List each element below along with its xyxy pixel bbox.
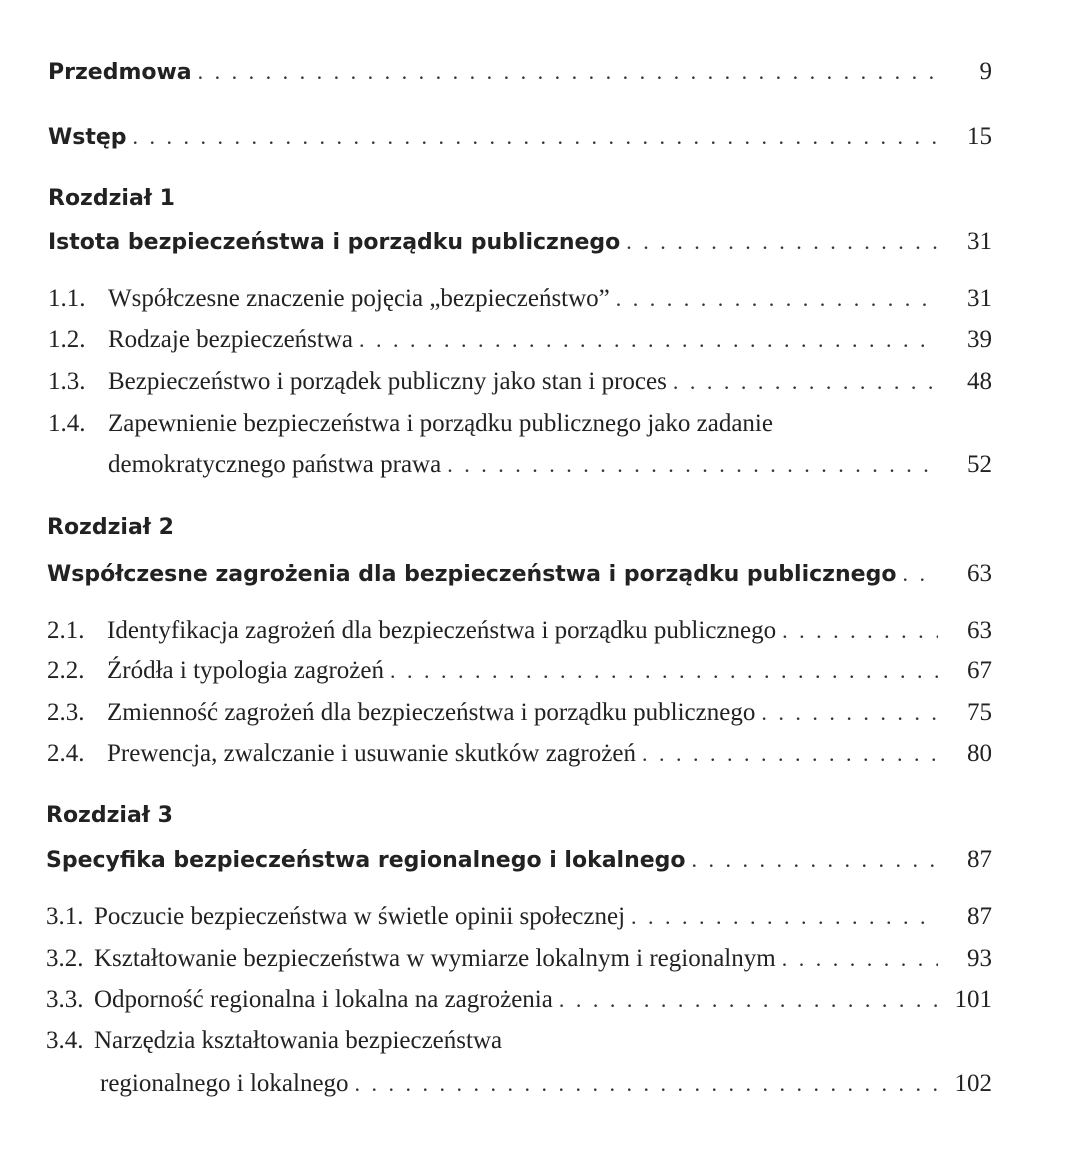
dot-leader	[447, 452, 938, 478]
toc-page-number: 52	[967, 451, 992, 478]
chapter-label	[48, 186, 175, 211]
chapter-label-text: Rozdział 1	[48, 186, 175, 211]
toc-page-number: 101	[954, 986, 992, 1013]
toc-page-number: 39	[967, 326, 992, 353]
section-number: 3.2.	[46, 945, 84, 972]
section-number: 1.3.	[48, 368, 86, 395]
section-entry	[46, 945, 992, 973]
section-number: 2.1.	[47, 617, 85, 644]
dot-leader	[616, 286, 938, 312]
toc-page-number: 87	[967, 846, 992, 873]
section-title-continuation: regionalnego i lokalnego	[100, 1070, 349, 1097]
section-entry	[46, 986, 992, 1014]
toc-page-number: 67	[967, 657, 992, 684]
toc-page-number: 31	[967, 285, 992, 312]
section-title: Poczucie bezpieczeństwa w świetle opinii społecznej	[94, 903, 626, 930]
chapter-label	[46, 803, 173, 828]
toc-entry-wstep	[48, 123, 992, 151]
section-entry	[47, 657, 992, 685]
toc-entry-przedmowa	[48, 58, 992, 86]
section-number: 1.1.	[48, 285, 86, 312]
toc-page-number: 63	[967, 617, 992, 644]
chapter-title-entry	[47, 560, 992, 588]
dot-leader	[359, 327, 938, 353]
section-entry	[48, 368, 992, 396]
section-title: Identyfikacja zagrożeń dla bezpieczeństwa i porządku publicznego	[107, 617, 777, 644]
chapter-title: Istota bezpieczeństwa i porządku publicznego	[48, 230, 621, 255]
toc-page-number: 93	[967, 945, 992, 972]
section-number: 3.1.	[46, 903, 84, 930]
section-number: 2.4.	[47, 740, 85, 767]
toc-page-number: 9	[979, 58, 992, 85]
dot-leader	[626, 229, 938, 255]
toc-page-number: 80	[967, 740, 992, 767]
toc-page-number: 63	[967, 560, 992, 587]
section-title: Bezpieczeństwo i porządek publiczny jako stan i proces	[108, 368, 667, 395]
section-entry-continuation	[100, 1070, 992, 1098]
section-title: Współczesne znaczenie pojęcia „bezpieczeństwo”	[108, 285, 610, 312]
section-title: Narzędzia kształtowania bezpieczeństwa	[94, 1027, 503, 1054]
section-number: 2.3.	[47, 699, 85, 726]
chapter-label-text: Rozdział 3	[46, 803, 173, 828]
dot-leader	[782, 946, 938, 972]
toc-page-number: 102	[954, 1070, 992, 1097]
section-title: Źródła i typologia zagrożeń	[107, 657, 384, 684]
section-number: 3.3.	[46, 986, 84, 1013]
dot-leader	[642, 741, 938, 767]
dot-leader	[782, 618, 938, 644]
section-title-continuation: demokratycznego państwa prawa	[108, 451, 442, 478]
section-entry	[47, 699, 992, 727]
dot-leader	[355, 1071, 938, 1097]
section-title: Kształtowanie bezpieczeństwa w wymiarze lokalnym i regionalnym	[94, 945, 776, 972]
section-entry	[48, 326, 992, 354]
toc-page-number: 87	[967, 903, 992, 930]
section-entry-continuation	[108, 451, 992, 479]
dot-leader	[673, 369, 938, 395]
section-number: 2.2.	[47, 657, 85, 684]
dot-leader	[902, 561, 938, 587]
toc-entry-title: Wstęp	[48, 125, 127, 150]
chapter-title: Współczesne zagrożenia dla bezpieczeństwa i porządku publicznego	[47, 562, 897, 587]
section-number: 3.4.	[46, 1027, 84, 1054]
dot-leader	[559, 987, 938, 1013]
chapter-title-entry	[46, 846, 992, 874]
section-entry	[48, 410, 992, 438]
section-entry	[47, 740, 992, 768]
dot-leader	[631, 904, 938, 930]
section-entry	[46, 1027, 992, 1055]
section-entry	[48, 285, 992, 313]
toc-page-number: 31	[967, 228, 992, 255]
section-title: Zapewnienie bezpieczeństwa i porządku publicznego jako zadanie	[108, 410, 773, 437]
dot-leader	[390, 658, 938, 684]
toc-entry-title: Przedmowa	[48, 60, 192, 85]
chapter-title: Specyfika bezpieczeństwa regionalnego i lokalnego	[46, 848, 686, 873]
section-entry	[47, 617, 992, 645]
chapter-title-entry	[48, 228, 992, 256]
section-title: Rodzaje bezpieczeństwa	[108, 326, 354, 353]
toc-page-number: 15	[967, 123, 992, 150]
section-title: Odporność regionalna i lokalna na zagrożenia	[94, 986, 553, 1013]
chapter-label-text: Rozdział 2	[47, 515, 174, 540]
section-number: 1.2.	[48, 326, 86, 353]
dot-leader	[133, 124, 938, 150]
toc-page-number: 75	[967, 699, 992, 726]
section-number: 1.4.	[48, 410, 86, 437]
section-title: Prewencja, zwalczanie i usuwanie skutków zagrożeń	[107, 740, 636, 767]
section-title: Zmienność zagrożeń dla bezpieczeństwa i porządku publicznego	[107, 699, 756, 726]
chapter-label	[47, 515, 174, 540]
dot-leader	[761, 700, 938, 726]
dot-leader	[198, 59, 938, 85]
dot-leader	[692, 847, 938, 873]
section-entry	[46, 903, 992, 931]
toc-page-number: 48	[967, 368, 992, 395]
